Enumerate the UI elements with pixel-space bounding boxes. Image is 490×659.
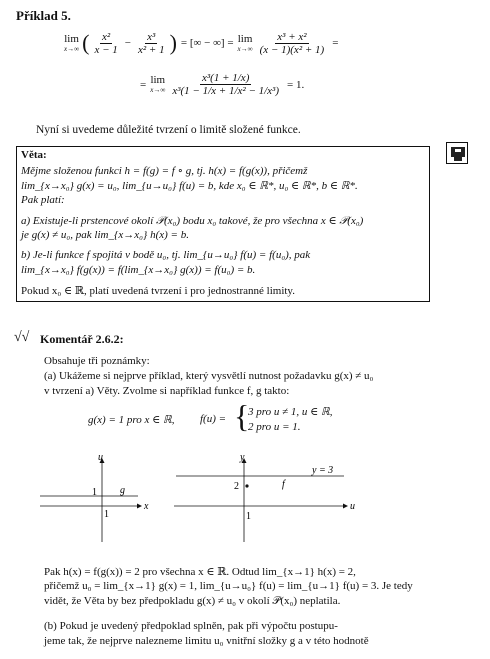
limit-operator-3: lim x→∞ [150,74,166,94]
theorem-line-8: Pokud x₀ ∈ ℝ, platí uvedená tvrzení i pro jednostranné limity. [21,285,295,297]
graph-g-axis-label-u: u [98,452,103,463]
graph-f-axis-label-u: u [350,501,355,512]
fraction-1: $\frac{\text{x²}}{x - 1}$ [94,30,118,56]
comment-text-2: (a) Ukážeme si nejprve příklad, který vysvětlí nutnost požadavku g(x) ≠ u₀ [44,370,374,382]
fraction-3: $\frac{\text{x³ + x²}}{\text{(x − 1)(x² + 1)}}$ [259,30,325,56]
fraction-4: $\frac{\text{x³(1 + 1/x)}}{\text{x³(1 − 1/x + 1/x² − 1/x³)}}$ [172,72,280,97]
intro-text: Nyní si uvedeme důležité tvrzení o limitě složené funkce. [36,124,301,136]
graph-g [30,450,190,550]
graph-g-tick-label-1a: 1 [92,487,97,498]
comment-heading: Komentář 2.6.2: [40,332,124,346]
graph-f-axis-label-y: y [240,452,245,463]
theorem-line-4: a) Existuje-li prstencové okolí 𝒫(x₀) bodu x₀ takové, že pro všechna x ∈ 𝒫(x₀) [21,215,364,227]
bottom-text-3: vidět, že Věta by bez předpokladu g(x) ≠ u₀ v okolí 𝒫(x₀) neplatila. [44,595,341,607]
theorem-line-5: je g(x) ≠ u₀, pak lim_{x→x₀} h(x) = b. [21,229,189,241]
definition-f: f(u) = [200,413,227,425]
theorem-line-7: lim_{x→x₀} f(g(x)) = f(lim_{x→x₀} g(x)) = f(u₀) = b. [21,264,256,276]
example-equation-line-2: = lim x→∞ $\frac{\text{x³(1 + 1/x)}}{\text{x³(1 − 1/x + 1/x² − 1/x³)}}$ = 1. [140,72,305,97]
graph-f-x-arrow [343,504,348,509]
definition-f-case-1: 3 pro u ≠ 1, u ∈ ℝ, [248,406,333,418]
limit-operator: lim x→∞ [64,32,80,53]
brace-icon: { [234,398,250,434]
fraction-2: $\frac{\text{x³}}{\text{x² + 1}}$ [137,30,165,56]
comment-text-3: v tvrzení a) Věty. Zvolme si například funkce f, g takto: [44,385,290,397]
graph-f-label-y3: y = 3 [312,465,334,476]
graph-f-tick-label-1: 1 [246,511,251,522]
graph-f [172,450,372,550]
theorem-line-1: Mějme složenou funkci h = f(g) = f ∘ g, tj. h(x) = f(g(x)), přičemž [21,165,308,177]
theorem-line-3: Pak platí: [21,194,65,206]
graph-f-label: f [282,479,285,490]
bottom-text-1: Pak h(x) = f(g(x)) = 2 pro všechna x ∈ ℝ. Odtud lim_{x→1} h(x) = 2, [44,566,356,578]
definition-g: g(x) = 1 pro x ∈ ℝ, [88,414,175,426]
check-marks-icon: √√ [14,330,30,345]
bottom-text-2: přičemž u₀ = lim_{x→1} g(x) = 1, lim_{u→u₀} f(u) = lim_{u→1} f(u) = 3. Je tedy [44,580,413,592]
example-title: Příklad 5. [16,8,71,23]
graph-f-tick-label-2: 2 [234,481,239,492]
theorem-line-2: lim_{x→x₀} g(x) = u₀, lim_{u→u₀} f(u) = b, kde x₀ ∈ ℝ*, u₀ ∈ ℝ*, b ∈ ℝ*. [21,180,358,192]
theorem-icon [446,142,468,164]
bottom-text-4: (b) Pokud je uvedený předpoklad splněn, pak při výpočtu postupu- [44,620,338,632]
graph-g-label: g [120,485,125,496]
bottom-text-5: jeme tak, že nejprve nalezneme limitu u₀ vnitřní složky g a v této hodnotě [44,635,369,647]
theorem-line-6: b) Je-li funkce f spojitá v bodě u₀, tj. lim_{u→u₀} f(u) = f(u₀), pak [21,249,311,261]
example-equation-line-1: lim x→∞ ( $\frac{\text{x²}}{x - 1}$ − $\frac{\text{x³}}{\text{x² + 1}}$ ) = [∞ − ∞] = lim x→∞ $\frac{\text{x³ + x²}}{\text{(x − 1)(x² + 1)}}$ = [64,30,339,56]
theorem-heading: Věta: [21,149,47,161]
definition-f-case-2: 2 pro u = 1. [248,421,301,433]
limit-operator-2: lim x→∞ [237,32,253,53]
graph-g-axis-label-x: x [144,501,149,512]
graph-g-tick-label-1b: 1 [104,509,109,520]
comment-text-1: Obsahuje tři poznámky: [44,355,150,367]
graph-g-x-arrow [137,504,142,509]
theorem-box [16,146,430,302]
graph-f-point [245,484,248,487]
